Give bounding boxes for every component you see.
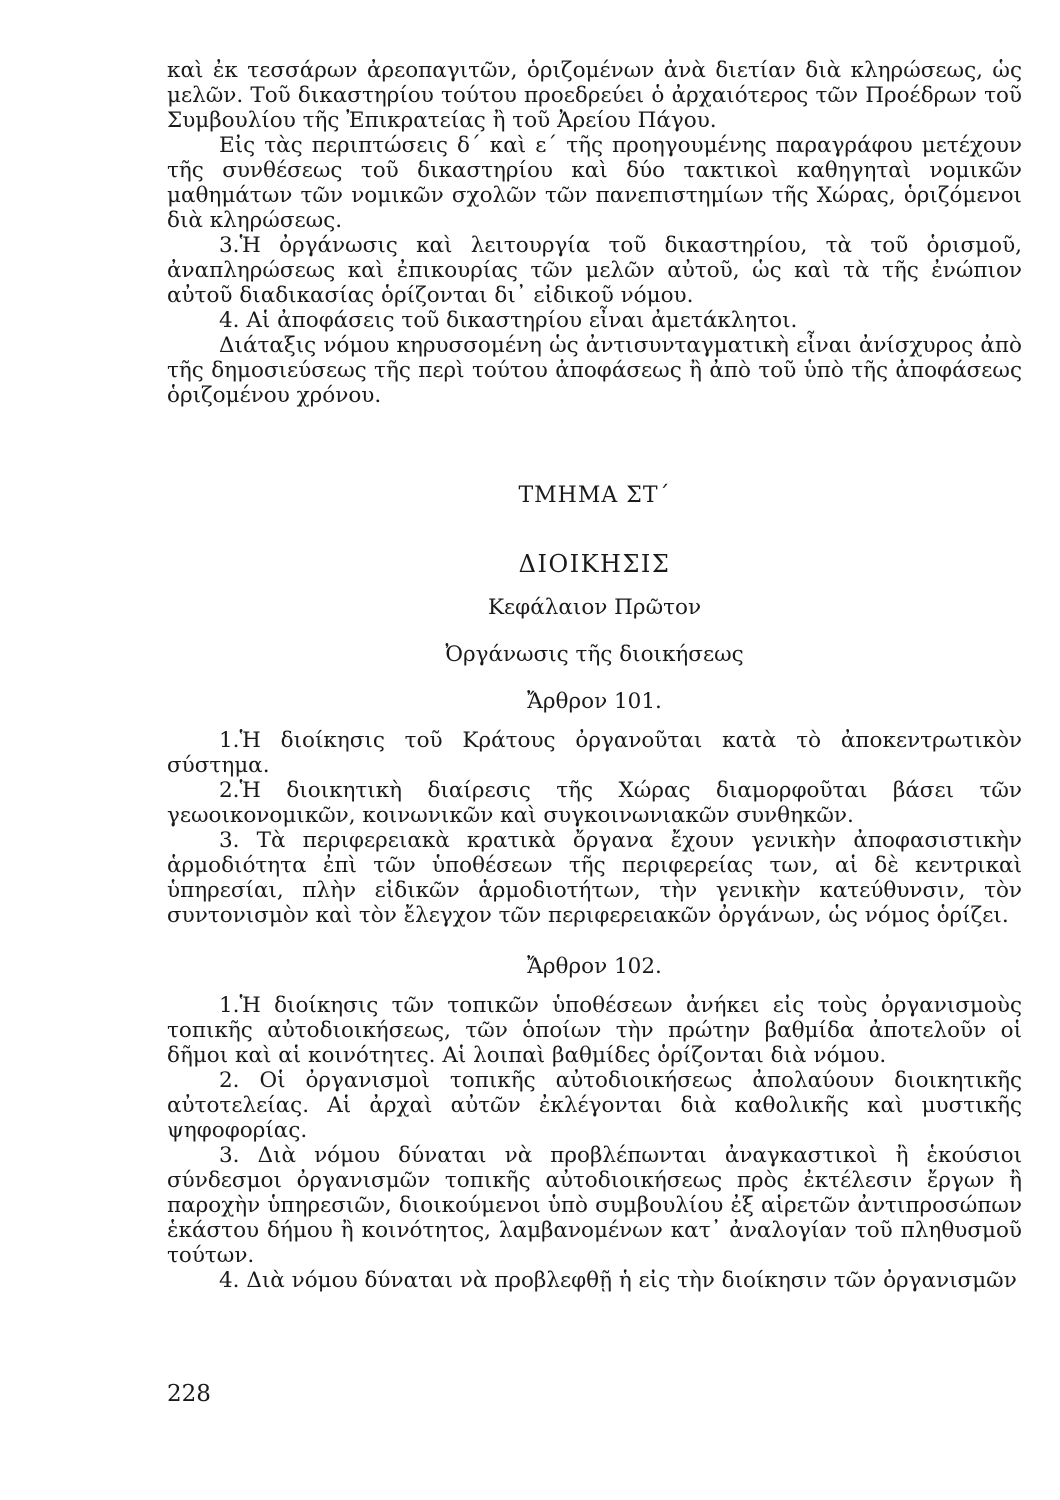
article-102-paragraph-3: 3. Διὰ νόμου δύναται νὰ προβλέπωνται ἀναγκαστικοὶ ἢ ἑκούσιοι σύνδεσμοι ὀργανισμῶν τοπικῆς αὐτοδιοικήσεως πρὸς ἐκτέλεσιν ἔργων ἢ παροχὴν ὑπηρεσιῶν, διοικούμενοι ὑπὸ συμβουλίου ἐξ αἱρετῶν ἀντιπροσώπων ἑκάστου δήμου ἢ κοινότητος, λαμβανομένων κατ᾿ ἀναλογίαν τοῦ πληθυσμοῦ τούτων. (167, 1143, 1022, 1268)
article-102-paragraph-1: 1.Ἡ διοίκησις τῶν τοπικῶν ὑποθέσεων ἀνήκει εἰς τοὺς ὀργανισμοὺς τοπικῆς αὐτοδιοικήσεως, τῶν ὁποίων τὴν πρώτην βαθμίδα ἀποτελοῦν οἱ δῆμοι καὶ αἱ κοινότητες. Αἱ λοιπαὶ βαθμίδες ὁρίζονται διὰ νόμου. (167, 993, 1022, 1068)
paragraph-unconstitutional: Διάταξις νόμου κηρυσσομένη ὡς ἀντισυνταγματικὴ εἶναι ἀνίσχυρος ἀπὸ τῆς δημοσιεύσεως τῆς περὶ τούτου ἀποφάσεως ἢ ἀπὸ τοῦ ὑπὸ τῆς ἀποφάσεως ὁριζομένου χρόνου. (167, 333, 1022, 408)
paragraph-continuation: καὶ ἐκ τεσσάρων ἀρεοπαγιτῶν, ὁριζομένων ἀνὰ διετίαν διὰ κληρώσεως, ὡς μελῶν. Τοῦ δικαστηρίου τούτου προεδρεύει ὁ ἀρχαιότερος τῶν Προέδρων τοῦ Συμβουλίου τῆς Ἐπικρατείας ἢ τοῦ Ἀρείου Πάγου. (167, 58, 1022, 133)
article-101-paragraph-2: 2.Ἡ διοικητικὴ διαίρεσις τῆς Χώρας διαμορφοῦται βάσει τῶν γεωοικονομικῶν, κοινωνικῶν καὶ συγκοινωνιακῶν συνθηκῶν. (167, 778, 1022, 828)
article-101-paragraph-3: 3. Τὰ περιφερειακὰ κρατικὰ ὄργανα ἔχουν γενικὴν ἀποφασιστικὴν ἁρμοδιότητα ἐπὶ τῶν ὑποθέσεων τῆς περιφερείας των, αἱ δὲ κεντρικαὶ ὑπηρεσίαι, πλὴν εἰδικῶν ἁρμοδιοτήτων, τὴν γενικὴν κατεύθυνσιν, τὸν συντονισμὸν καὶ τὸν ἔλεγχον τῶν περιφερειακῶν ὀργάνων, ὡς νόμος ὁρίζει. (167, 828, 1022, 928)
chapter-title: Κεφάλαιον Πρῶτον (487, 595, 702, 620)
page-body (167, 58, 1022, 1293)
section-title: ΤΜΗΜΑ ΣΤ΄ (518, 483, 671, 508)
article-101-heading: Ἄρθρον 101. (527, 689, 662, 714)
paragraph-decisions: 4. Αἱ ἀποφάσεις τοῦ δικαστηρίου εἶναι ἀμετάκλητοι. (219, 308, 798, 333)
page-number: 228 (167, 1381, 211, 1407)
paragraph-cases: Εἰς τὰς περιπτώσεις δ΄ καὶ ε΄ τῆς προηγουμένης παραγράφου μετέχουν τῆς συνθέσεως τοῦ δικαστηρίου καὶ δύο τακτικοὶ καθηγηταὶ νομικῶν μαθημάτων τῶν νομικῶν σχολῶν τῶν πανεπιστημίων τῆς Χώρας, ὁριζόμενοι διὰ κληρώσεως. (167, 133, 1022, 233)
article-102-paragraph-4: 4. Διὰ νόμου δύναται νὰ προβλεφθῇ ἡ εἰς τὴν διοίκησιν τῶν ὀργανισμῶν (219, 1268, 1017, 1293)
article-102-heading: Ἄρθρον 102. (527, 954, 662, 979)
part-title: ΔΙΟΙΚΗΣΙΣ (518, 550, 671, 578)
article-101-paragraph-1: 1.Ἡ διοίκησις τοῦ Κράτους ὀργανοῦται κατὰ τὸ ἀποκεντρωτικὸν σύστημα. (167, 728, 1022, 778)
chapter-subtitle: Ὀργάνωσις τῆς διοικήσεως (445, 642, 744, 667)
paragraph-organisation: 3.Ἡ ὀργάνωσις καὶ λειτουργία τοῦ δικαστηρίου, τὰ τοῦ ὁρισμοῦ, ἀναπληρώσεως καὶ ἐπικουρίας τῶν μελῶν αὐτοῦ, ὡς καὶ τὰ τῆς ἐνώπιον αὐτοῦ διαδικασίας ὁρίζονται δι᾿ εἰδικοῦ νόμου. (167, 233, 1022, 308)
article-102-paragraph-2: 2. Οἱ ὀργανισμοὶ τοπικῆς αὐτοδιοικήσεως ἀπολαύουν διοικητικῆς αὐτοτελείας. Αἱ ἀρχαὶ αὐτῶν ἐκλέγονται διὰ καθολικῆς καὶ μυστικῆς ψηφοφορίας. (167, 1068, 1022, 1143)
